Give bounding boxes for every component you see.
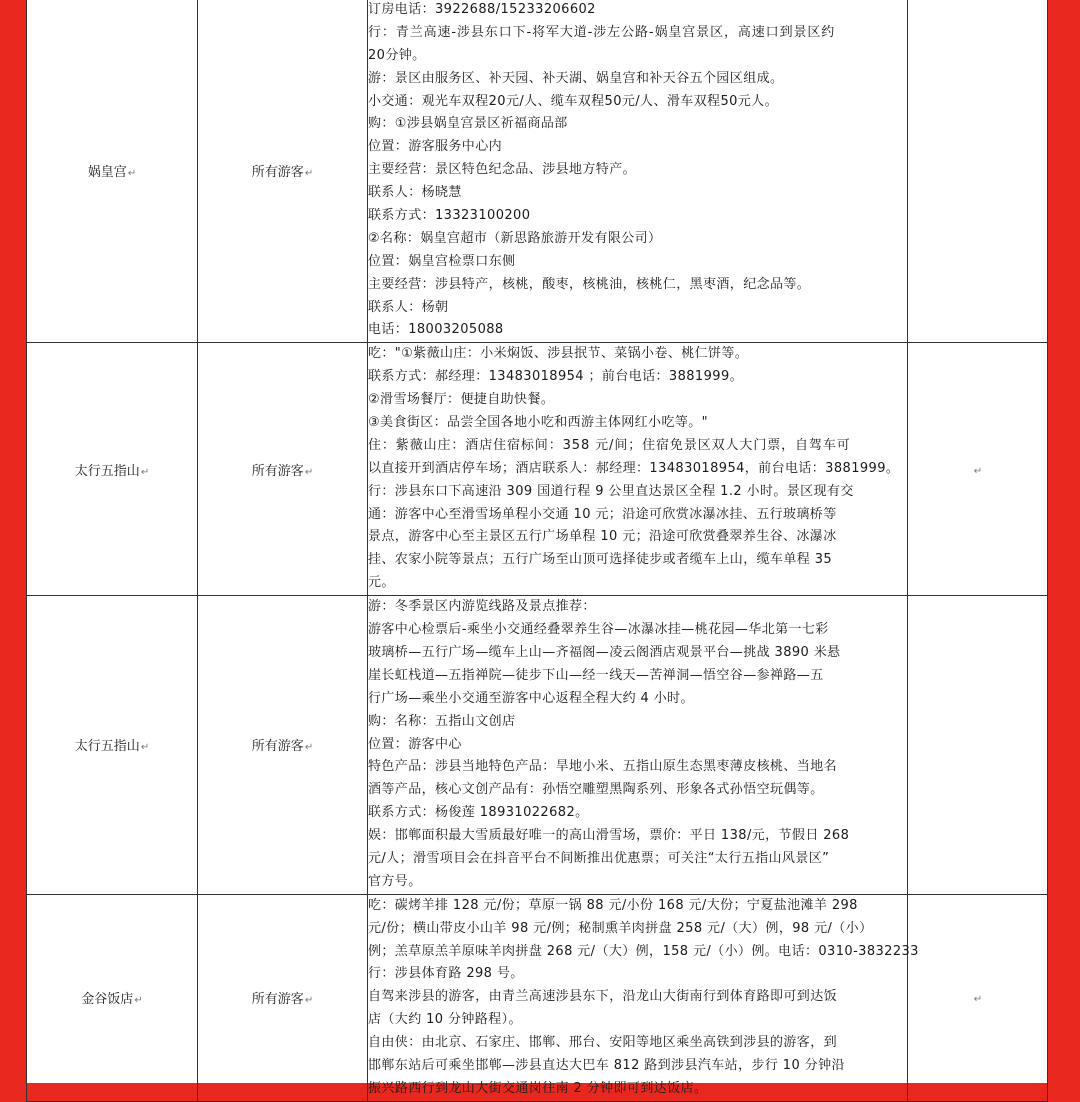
detail-line: 挂、农家小院等景点；五行广场至山顶可选择徒步或者缆车上山，缆车单程 35 — [368, 552, 833, 568]
target-audience-cell: 所有游客↵ — [198, 343, 368, 596]
attraction-name-cell: 金谷饭店↵ — [27, 894, 198, 1101]
detail-line: 购：名称：五指山文创店 — [368, 713, 516, 729]
detail-line: 联系方式：郝经理：13483018954 ；前台电话：3881999。 — [368, 369, 744, 385]
detail-line: 元/人；滑雪项目会在抖音平台不间断推出优惠票；可关注“太行五指山风景区” — [368, 850, 830, 866]
detail-line: 位置：游客中心 — [368, 736, 462, 752]
detail-line: 位置：游客服务中心内 — [368, 139, 503, 155]
detail-line: 游：景区由服务区、补天园、补天湖、娲皇宫和补天谷五个园区组成。 — [368, 70, 784, 86]
detail-line: 联系人：杨朝 — [368, 299, 449, 315]
detail-line: 特色产品：涉县当地特色产品：旱地小米、五指山原生态黑枣薄皮核桃、当地名 — [368, 759, 838, 775]
table-row — [27, 343, 1048, 596]
detail-line: 以直接开到酒店停车场；酒店联系人：郝经理：13483018954，前台电话：3881999。 — [368, 460, 900, 476]
detail-line: 电话：18003205088 — [368, 322, 504, 338]
detail-line: ②名称：娲皇宫超市（新思路旅游开发有限公司） — [368, 230, 662, 246]
attraction-name-cell: 太行五指山↵ — [27, 343, 198, 596]
remarks-cell: ↵ — [908, 894, 1048, 1101]
detail-line: 行：涉县体育路 298 号。 — [368, 966, 524, 982]
detail-line: 行广场—乘坐小交通至游客中心返程全程大约 4 小时。 — [368, 690, 694, 706]
detail-line: 振兴路西行到龙山大街交通岗往南 2 分钟即可到达饭店。 — [368, 1080, 708, 1096]
itinerary-table — [26, 0, 1048, 1102]
detail-line: 自由侠：由北京、石家庄、邯郸、邢台、安阳等地区乘坐高铁到涉县的游客，到 — [368, 1035, 838, 1051]
target-audience: 所有游客 — [251, 992, 304, 1008]
detail-line: 行：涉县东口下高速沿 309 国道行程 9 公里直达景区全程 1.2 小时。景区现有交 — [368, 483, 854, 499]
remarks-cell — [908, 596, 1048, 895]
detail-line: 位置：娲皇宫检票口东侧 — [368, 253, 516, 269]
attraction-name: 娲皇宫 — [87, 165, 127, 181]
target-audience-cell: 所有游客↵ — [198, 0, 368, 343]
detail-line: 崖长虹栈道—五指禅院—徒步下山—经一线天—苦禅洞—悟空谷—参禅路—五 — [368, 667, 824, 683]
detail-cell — [368, 0, 908, 343]
detail-line: 游客中心检票后-乘坐小交通经叠翠养生谷—冰瀑冰挂—桃花园—华北第一七彩 — [368, 622, 829, 638]
detail-line: 例；羔草原羔羊原味羊肉拼盘 268 元/（大）例，158 元/（小）例。电话：0310-3832233 — [368, 943, 919, 959]
table-row — [27, 894, 1048, 1101]
detail-line: 通：游客中心至滑雪场单程小交通 10 元；沿途可欣赏冰瀑冰挂、五行玻璃桥等 — [368, 506, 837, 522]
table-row — [27, 596, 1048, 895]
detail-line: 主要经营：景区特色纪念品、涉县地方特产。 — [368, 162, 637, 178]
detail-line: 元。 — [368, 575, 395, 591]
detail-line: 酒等产品，核心文创产品有：孙悟空雕塑黑陶系列、形象各式孙悟空玩偶等。 — [368, 782, 824, 798]
target-audience: 所有游客 — [251, 165, 304, 181]
detail-line: 官方号。 — [368, 873, 422, 889]
remarks-cell — [908, 0, 1048, 343]
detail-line: 联系人：杨晓慧 — [368, 185, 462, 201]
table-row — [27, 0, 1048, 343]
detail-line: 行：青兰高速-涉县东口下-将军大道-涉左公路-娲皇宫景区，高速口到景区约 — [368, 24, 836, 40]
detail-line: 玻璃桥—五行广场—缆车上山—齐福阁—凌云阁酒店观景平台—挑战 3890 米悬 — [368, 644, 841, 660]
detail-line: ③美食街区：品尝全国各地小吃和西游主体网红小吃等。" — [368, 415, 709, 431]
detail-line: 吃：碳烤羊排 128 元/份；草原一锅 88 元/小份 168 元/大份；宁夏盐池滩羊 298 — [368, 897, 858, 913]
detail-line: 娱：邯郸面积最大雪质最好唯一的高山滑雪场，票价：平日 138/元，节假日 268 — [368, 828, 850, 844]
target-audience-cell: 所有游客↵ — [198, 596, 368, 895]
detail-cell — [368, 596, 908, 895]
detail-line: 景点，游客中心至主景区五行广场单程 10 元；沿途可欣赏叠翠养生谷、冰瀑冰 — [368, 529, 837, 545]
detail-line: 元/份；横山带皮小山羊 98 元/例；秘制熏羊肉拼盘 258 元/（大）例，98 元/（小） — [368, 920, 873, 936]
detail-line: ②滑雪场餐厅：便捷自助快餐。 — [368, 392, 555, 408]
detail-cell — [368, 343, 908, 596]
attraction-name-cell: 太行五指山↵ — [27, 596, 198, 895]
detail-line: 店（大约 10 分钟路程）。 — [368, 1012, 522, 1028]
attraction-name-cell: 娲皇宫↵ — [27, 0, 198, 343]
detail-line: 游：冬季景区内游览线路及景点推荐： — [368, 599, 596, 615]
detail-line: 联系方式：13323100200 — [368, 208, 531, 224]
attraction-name: 金谷饭店 — [81, 992, 134, 1008]
detail-line: 20分钟。 — [368, 47, 426, 63]
detail-line: 小交通：观光车双程20元/人、缆车双程50元/人、滑车双程50元人。 — [368, 93, 778, 109]
document-page — [26, 0, 1047, 1096]
target-audience: 所有游客 — [251, 739, 304, 755]
target-audience: 所有游客 — [251, 463, 304, 479]
attraction-name: 太行五指山 — [74, 739, 140, 755]
detail-cell — [368, 894, 919, 1101]
attraction-name: 太行五指山 — [74, 463, 140, 479]
detail-line: 订房电话：3922688/15233206602 — [368, 2, 596, 17]
detail-line: 邯郸东站后可乘坐邯郸—涉县直达大巴车 812 路到涉县汽车站，步行 10 分钟沿 — [368, 1057, 845, 1073]
detail-line: 住：紫薇山庄：酒店住宿标间：358 元/间；住宿免景区双人大门票，自驾车可 — [368, 437, 851, 453]
remarks-cell: ↵ — [908, 343, 1048, 596]
detail-line: 主要经营：涉县特产，核桃，酸枣，核桃油，核桃仁，黑枣酒，纪念品等。 — [368, 276, 811, 292]
detail-line: 购：①涉县娲皇宫景区祈福商品部 — [368, 116, 568, 132]
target-audience-cell: 所有游客↵ — [198, 894, 368, 1101]
detail-line: 自驾来涉县的游客，由青兰高速涉县东下，沿龙山大街南行到体育路即可到达饭 — [368, 989, 838, 1005]
detail-line: 吃："①紫薇山庄：小米焖饭、涉县抿节、菜锅小卷、桃仁饼等。 — [368, 346, 749, 362]
detail-line: 联系方式：杨俊莲 18931022682。 — [368, 805, 589, 821]
